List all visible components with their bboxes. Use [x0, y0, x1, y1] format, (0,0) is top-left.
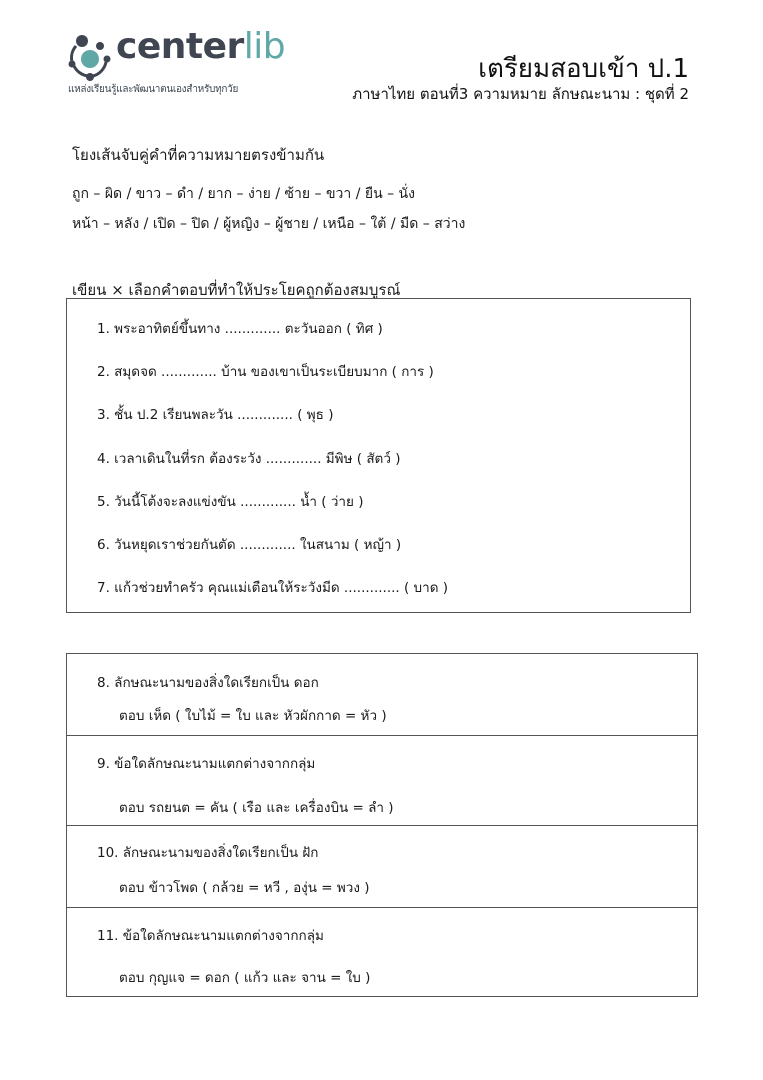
cell-question: 11. ข้อใดลักษณะนามแตกต่างจากกลุ่ม	[97, 928, 324, 944]
pairs-row: ถูก – ผิด / ขาว – ดำ / ยาก – ง่าย / ซ้าย – ขวา / ยืน – นั่ง	[72, 186, 415, 202]
section2-title: เขียน × เลือกคำตอบที่ทำให้ประโยคถูกต้องสมบูรณ์	[72, 281, 401, 299]
cell-answer: ตอบ รถยนต = คัน ( เรือ และ เครื่องบิน = ลำ )	[119, 800, 394, 816]
question-item: 3. ชั้น ป.2 เรียนพละวัน ............. ( พุธ )	[97, 407, 334, 423]
cell-answer: ตอบ กุญแจ = ดอก ( แก้ว และ จาน = ใบ )	[119, 970, 371, 986]
answer-cell	[67, 736, 697, 826]
opposite-pairs	[72, 184, 465, 244]
page-subtitle: ภาษาไทย ตอนที่3 ความหมาย ลักษณะนาม : ชุดที่ 2	[352, 85, 689, 103]
pairs-row: หน้า – หลัง / เปิด – ปิด / ผู้หญิง – ผู้ชาย / เหนือ – ใต้ / มืด – สว่าง	[72, 216, 466, 232]
logo-word-center: center	[116, 26, 244, 67]
question-item: 2. สมุดจด ............. บ้าน ของเขาเป็นระเบียบมาก ( การ )	[97, 364, 434, 380]
question-item: 7. แก้วช่วยทำครัว คุณแม่เตือนให้ระวังมีด ............. ( บาด )	[97, 580, 449, 596]
page-title: เตรียมสอบเข้า ป.1	[478, 54, 689, 84]
question-item: 6. วันหยุดเราช่วยกันตัด ............. ในสนาม ( หญ้า )	[97, 537, 402, 553]
question-item: 4. เวลาเดินในที่รก ต้องระวัง ............. มีพิษ ( สัตว์ )	[97, 451, 401, 467]
logo-wordmark	[116, 26, 285, 67]
logo-word-lib: lib	[243, 26, 286, 67]
answer-cell	[67, 654, 697, 736]
cell-question: 9. ข้อใดลักษณะนามแตกต่างจากกลุ่ม	[97, 756, 316, 772]
cell-question: 8. ลักษณะนามของสิ่งใดเรียกเป็น ดอก	[97, 675, 319, 691]
answer-cell	[67, 908, 697, 996]
answer-cell	[67, 826, 697, 908]
cell-question: 10. ลักษณะนามของสิ่งใดเรียกเป็น ฝัก	[97, 845, 319, 861]
logo-tagline: แหล่งเรียนรู้และพัฒนาตนเองสำหรับทุกวัย	[68, 84, 239, 95]
classifier-answers-box	[66, 653, 698, 997]
question-item: 5. วันนี้โต้งจะลงแข่งขัน ............. น้ำ ( ว่าย )	[97, 494, 364, 510]
question-item: 1. พระอาทิตย์ขึ้นทาง ............. ตะวันออก ( ทิศ )	[97, 321, 383, 337]
cell-answer: ตอบ เห็ด ( ใบไม้ = ใบ และ หัวผักกาด = หัว )	[119, 708, 387, 724]
section1-title: โยงเส้นจับคู่คำที่ความหมายตรงข้ามกัน	[72, 146, 325, 164]
centerlib-logo	[66, 26, 286, 102]
fill-in-questions-box	[66, 298, 691, 613]
molecule-logo-icon	[66, 32, 114, 82]
cell-answer: ตอบ ข้าวโพด ( กล้วย = หวี , องุ่น = พวง )	[119, 880, 370, 896]
